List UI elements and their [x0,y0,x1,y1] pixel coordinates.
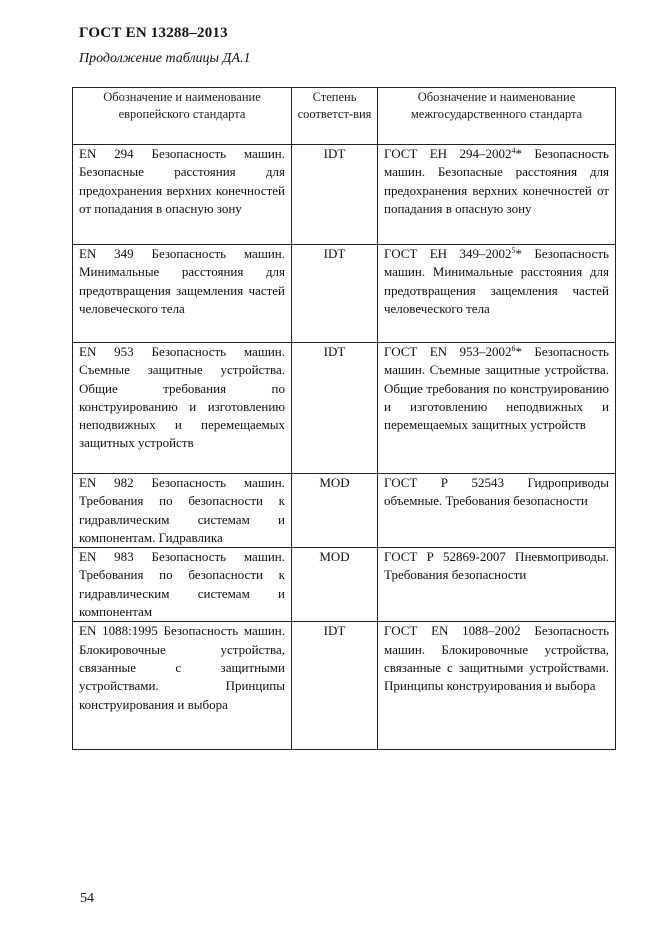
interstate-standard-cell [378,343,616,474]
footnote-marker: 5 [511,246,516,255]
degree-cell: MOD [292,474,378,548]
page-number: 54 [80,891,94,906]
footnote-marker: 4 [511,146,516,155]
table-row [73,622,616,750]
degree-cell: IDT [292,145,378,245]
european-standard-cell: EN 1088:1995 Безопасность машин. Блокировочные устройства, связанные с защитными устройствами. Принципы конструирования и выбора [73,622,292,750]
table-row [73,343,616,474]
european-standard-cell: EN 983 Безопасность машин. Требования по безопасности к гидравлическим системам и компонентам [73,548,292,622]
header-european-standard: Обозначение и наименование европейского стандарта [73,88,292,145]
header-degree-of-correspondence: Степень соответст-вия [292,88,378,145]
table-row [73,474,616,548]
table-row [73,145,616,245]
header-interstate-standard: Обозначение и наименование межгосударственного стандарта [378,88,616,145]
interstate-standard-text-rest: * Безопасность машин. Минимальные расстояния для предотвращения защемления частей человеческого тела [384,246,609,316]
degree-cell: IDT [292,245,378,343]
interstate-standard-text-rest: * Безопасность машин. Безопасные расстояния для предохранения верхних конечностей от попадания в опасную зону [384,146,609,216]
european-standard-cell: EN 982 Безопасность машин. Требования по безопасности к гидравлическим системам и компонентам. Гидравлика [73,474,292,548]
table-header-row [73,88,616,145]
interstate-standard-cell [378,145,616,245]
footnote-marker: 6 [511,344,516,353]
european-standard-cell: EN 294 Безопасность машин. Безопасные расстояния для предохранения верхних конечностей от попадания в опасную зону [73,145,292,245]
interstate-standard-cell: ГОСТ Р 52543 Гидроприводы объемные. Требования безопасности [378,474,616,548]
interstate-standard-cell [378,245,616,343]
table-continuation-caption: Продолжение таблицы ДА.1 [79,51,251,66]
document-header: ГОСТ EN 13288–2013 [79,25,228,41]
interstate-standard-cell: ГОСТ EN 1088–2002 Безопасность машин. Блокировочные устройства, связанные с защитными устройствами. Принципы конструирования и выбора [378,622,616,750]
european-standard-cell: EN 953 Безопасность машин. Съемные защитные устройства. Общие требования по конструированию и изготовлению неподвижных и перемещаемых защитных устройств [73,343,292,474]
european-standard-cell: EN 349 Безопасность машин. Минимальные расстояния для предотвращения защемления частей человеческого тела [73,245,292,343]
standards-correspondence-table [72,87,616,750]
table-row [73,245,616,343]
degree-cell: IDT [292,343,378,474]
interstate-standard-text-rest: * Безопасность машин. Съемные защитные устройства. Общие требования по конструированию и изготовлению неподвижных и перемещаемых защитных устройств [384,344,609,433]
degree-cell: IDT [292,622,378,750]
interstate-standard-text: ГОСТ ЕН 294–2002 [384,146,512,161]
interstate-standard-cell: ГОСТ Р 52869-2007 Пневмоприводы. Требования безопасности [378,548,616,622]
table-row [73,548,616,622]
interstate-standard-text: ГОСТ EN 953–2002 [384,344,512,359]
degree-cell: MOD [292,548,378,622]
interstate-standard-text: ГОСТ ЕН 349–2002 [384,246,512,261]
